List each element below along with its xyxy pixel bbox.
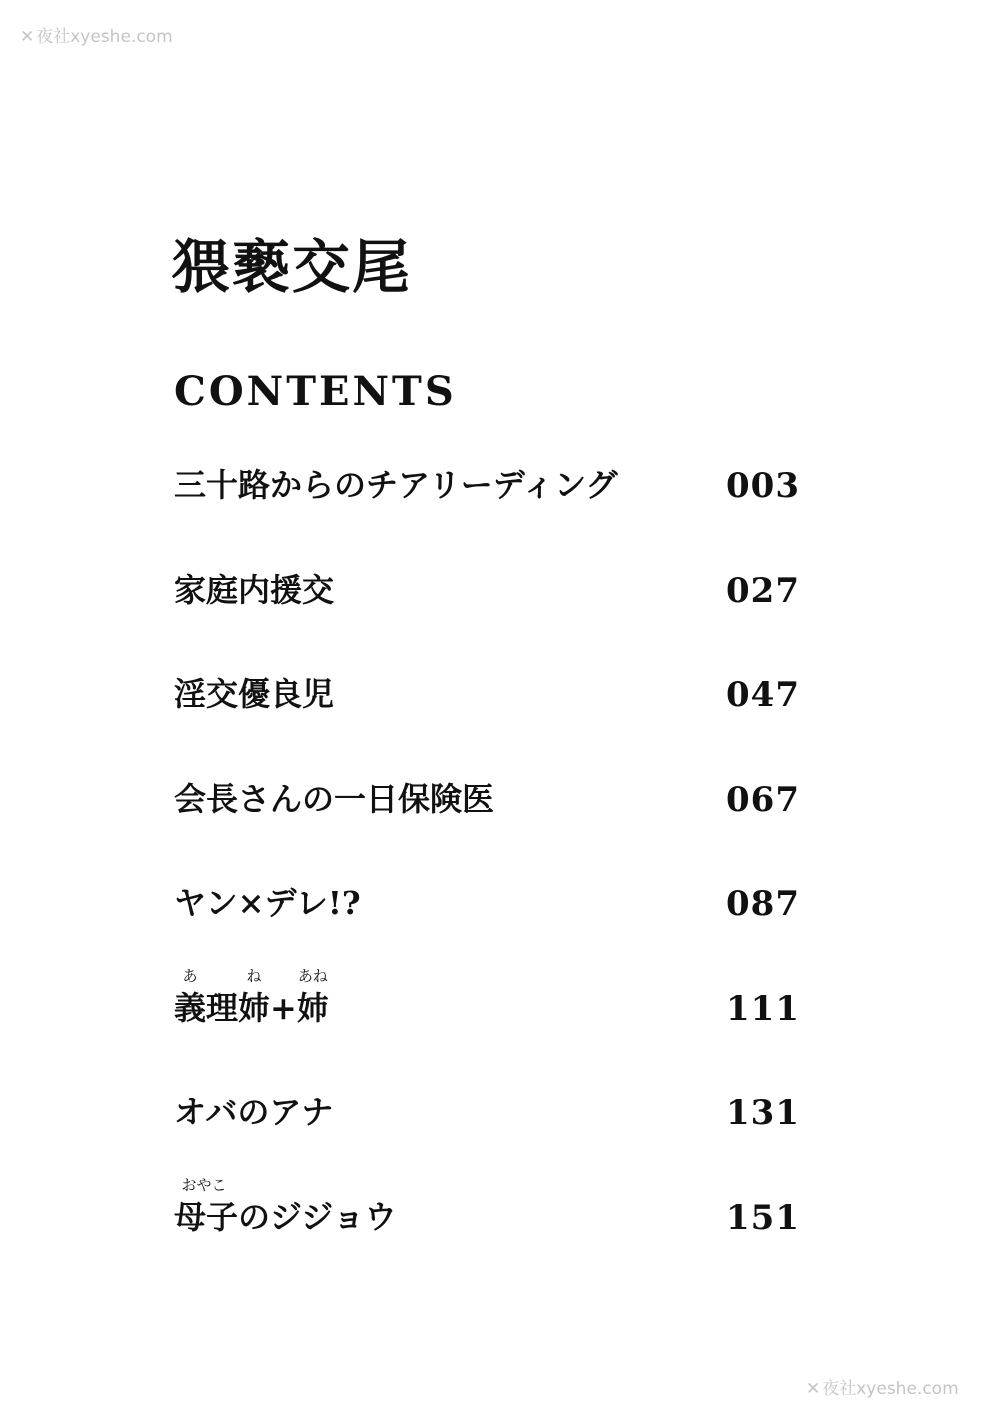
- ruby-group: [174, 966, 207, 1027]
- entry-page-number: 047: [726, 675, 800, 715]
- entry-page-number: 003: [726, 466, 800, 506]
- toc-entry: [174, 780, 800, 885]
- ruby-base: 姉: [296, 988, 329, 1027]
- toc-entry: [174, 466, 800, 571]
- ruby-reading: おやこ: [181, 1175, 227, 1194]
- entry-title: 会長さんの一日保険医: [174, 779, 495, 818]
- entry-title: 淫交優良児: [174, 675, 335, 713]
- entry-title: ヤン×デレ!?: [174, 884, 361, 922]
- ruby-base: 義: [174, 988, 207, 1027]
- ruby-base: のジジョウ: [238, 1197, 397, 1236]
- table-of-contents: [174, 466, 800, 1302]
- x-logo-icon: ✕: [20, 27, 35, 47]
- entry-page-number: 027: [726, 570, 800, 611]
- ruby-base: 姉: [238, 988, 271, 1027]
- x-logo-icon: ✕: [806, 1379, 821, 1399]
- ruby-group: [174, 1175, 239, 1236]
- toc-entry: [174, 1093, 800, 1198]
- ruby-base: 理: [206, 988, 239, 1027]
- book-title: 猥褻交尾: [172, 233, 413, 301]
- toc-entry: [174, 675, 800, 780]
- toc-entry: [174, 1175, 800, 1303]
- entry-title: オバのアナ: [174, 1093, 334, 1131]
- ruby-base: +: [270, 988, 297, 1027]
- ruby-reading: あ: [182, 966, 198, 985]
- ruby-group: [206, 988, 239, 1027]
- contents-heading: CONTENTS: [174, 368, 457, 415]
- entry-page-number: 131: [726, 1093, 800, 1133]
- entry-page-number: 067: [726, 779, 800, 820]
- ruby-group: [296, 966, 329, 1027]
- ruby-base: 母子: [174, 1197, 239, 1236]
- entry-page-number: 087: [726, 884, 800, 924]
- toc-entry: [174, 571, 800, 676]
- watermark-text: 夜社xyeshe.com: [822, 1379, 959, 1399]
- watermark-text: 夜社xyeshe.com: [36, 27, 173, 47]
- entry-title: [174, 966, 329, 1027]
- entry-page-number: 111: [726, 988, 800, 1029]
- entry-title: [174, 1175, 397, 1236]
- ruby-group: [270, 988, 297, 1027]
- ruby-reading: ね: [246, 966, 262, 985]
- watermark-bottom: [806, 1374, 959, 1399]
- ruby-group: [238, 1197, 397, 1236]
- toc-entry: [174, 966, 800, 1094]
- entry-title: 家庭内援交: [174, 570, 335, 609]
- ruby-reading: あね: [297, 966, 328, 985]
- entry-title: 三十路からのチアリーディング: [174, 466, 618, 504]
- entry-page-number: 151: [726, 1197, 800, 1238]
- ruby-group: [238, 966, 271, 1027]
- watermark-top: [20, 22, 173, 47]
